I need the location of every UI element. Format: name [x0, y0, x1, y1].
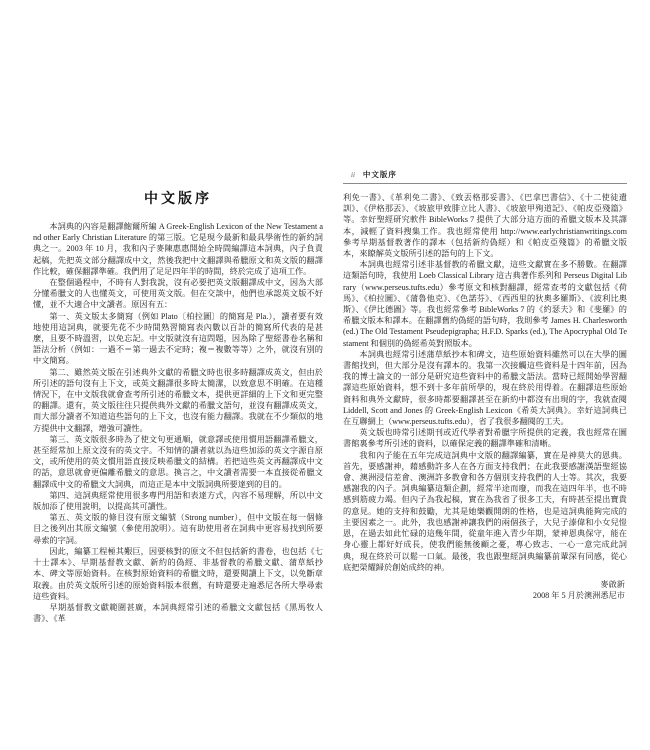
preface-paragraph: 早期基督教文獻範圍甚廣，本詞典經常引述的希臘文文獻包括《黑馬牧人書》、《革	[33, 602, 323, 624]
preface-paragraph: 本詞典的內容是翻譯鮑爾所編 A Greek-English Lexicon of the New Testament and other Early Christian Literature 的第三版。它是現今最新和最具學術性的新約詞典之一。2003 年 10 月，我和內子麥陳惠惠開始全時間編譯這本詞典，內子負責起稿，先把英文部分翻譯成中文，然後我把中文翻譯與希臘原文和英文版的翻譯作比較，確保翻譯準確。我們用了足足四年半的時間，終於完成了這項工作。	[33, 222, 323, 276]
preface-paragraph: 因此，編纂工程極其艱巨，因要核對的原文不但包括新約書卷，也包括《七十士譯本》、早期基督教文獻、新約的偽經、非基督教的希臘文獻、蒲草紙抄本、碑文等原始資料。在核對原始資料的希臘文時，還要閱讀上下文，以免斷章取義。由於英文版所引述的原始資料版本很舊，有時還要走遍悉尼各所大學尋索這些資料。	[33, 546, 323, 601]
preface-paragraph: 第三、英文版很多時為了使文句更通順，就意譯或使用慣用語翻譯希臘文，甚至經常加上原文沒有的英文字。不知情的讀者就以為這些加添的英文字源自原文，或所使用的英文慣用語直接反映希臘文的結構。若把這些英文再翻譯成中文的話，意思就會更偏離希臘文的意思。換言之，中文讀者需要一本直接從希臘文翻譯成中文的希臘文大詞典，而這正是本中文版詞典所要達到的目的。	[33, 434, 323, 489]
date-place-line: 2008 年 5 月於澳洲悉尼市	[532, 590, 625, 600]
preface-paragraph: 第四、這詞典經常使用很多專門用語和表達方式，內容不易理解，所以中文版加添了使用說明，以提高其可讀性。	[33, 490, 323, 512]
preface-paragraph: 英文版也時常引述期刊或近代學者對希臘字所提供的定義，我也經常在圖書館裏參考所引述的資料，以確保定義的翻譯準確和清晰。	[343, 428, 627, 449]
preface-paragraph: 我和內子能在五年完成這詞典中文版的翻譯編纂，實在是神莫大的恩典。首先，要感謝神，藉感動許多人在各方面支持我們；在此我要感謝漢語聖經協會、澳洲浸信差會、澳洲許多教會和各方個別支持我們的人士等。其次，我要感謝我的內子。詞典編纂這類企劃，經常半途而廢，而我在這四年半，也不時感到筋疲力竭。但內子為我起稿，實在為我省了很多工夫，有時甚至提出寶貴的意見。她的支持和鼓勵，尤其是她樂觀開朗的性格，也是這詞典能夠完成的主要因素之一。此外，我也感謝神讓我們的兩個孩子，大兒子溙偉和小女兒愷恩，在過去如此忙碌的這幾年間，從童年進入青少年期，蒙神恩典保守，能在身心靈上都好好成長，使我們能無後顧之憂，專心致志、一心一意完成此詞典，現在終於可以鬆一口氣。最後，我也跟聖經詞典編纂前輩深有同感，從心底把榮耀歸於創始成終的神。	[343, 450, 627, 572]
preface-paragraph: 本詞典也經常引述蒲草紙抄本和碑文，這些原始資料雖然可以在大學的圖書館找到，但大部分是沒有譯本的。我第一次接觸這些資料是十四年前，因為我的博士論文的一部分是研究這些資料中的希臘文語法。當時已經開始學習翻譯這些原始資料，想不到十多年前所學的，現在終於用得着。在翻譯這些原始資料和典外文獻時，很多時都要翻譯甚至在新約中都沒有出現的字，我就查閱 Liddell, Scott and Jones 的 Greek-English Lexicon《希英大詞典》。幸好這詞典已在互聯網上（www.perseus.tufts.edu），省了我很多翻閱的工夫。	[343, 349, 627, 427]
preface-paragraph: 第五、英文版的條目沒有原文編號（Strong number），但中文版在每一個條目之後列出其原文編號（參使用說明）。這有助使用者在詞典中更容易找到所要尋索的字詞。	[33, 513, 323, 545]
preface-paragraph: 第一、英文版太多簡寫（例如 Plato〔柏拉圖〕的簡寫是 Pla.），讀者要有效地使用這詞典，就要先花不少時間熟習簡寫表內數以百計的簡寫所代表的是甚麼，且要不時溫習，以免忘記。中文版就沒有這問題，因為除了聖經書卷名稱和語法分析（例如：一過不＝第一過去不定時；複＝複數等等）之外，就沒有別的中文簡寫。	[33, 311, 323, 366]
preface-paragraph: 本詞典也經常引述非基督教的希臘文獻，這些文獻實在多不勝數。在翻譯這類語句時，我使用 Loeb Classical Library 這古典著作系列和 Perseus Digital Library（www.perseus.tufts.edu）參考原文和核對翻譯，經常查考的文獻包括《荷馬》、《柏拉圖》、《蒲魯他克》、《色諾芬》、《西西里的狄奧多羅斯》、《波利比奧斯》、《伊比德圖》等。我也經常參考 BibleWorks 7 的《約瑟夫》和《斐羅》的希臘文版本和譯本。在翻譯舊約偽經的語句時，我則參考 James H. Charlesworth (ed.) The Old Testament Pseudepigrapha; H.F.D. Sparks (ed.), The Apocryphal Old Testament 和個別的偽經希英對照版本。	[343, 260, 627, 348]
author-signature: 麥啟新	[600, 579, 625, 589]
preface-paragraph-continuation: 利免一書》、《革利免二書》、《致丟格那妥書》、《巴拿巴書信》、《十二使徒遺訓》、《伊格那丟》、《坡旅甲致腓立比人書》、《坡旅甲殉道記》、《帕皮亞殘篇》等。幸好聖經研究軟件 BibleWorks 7 提供了大部分這方面的希臘文版本及其譯本，減輕了資料搜集工作。我也經常使用 http://www.earlychristianwritings.com 參考早期基督教著作的譯本（包括新約偽經）和《帕皮亞殘篇》的希臘文版本，來瞭解英文版所引述的語句的上下文。	[343, 193, 627, 259]
left-page-body	[33, 221, 323, 624]
signature-block	[343, 579, 627, 601]
preface-paragraph: 在整個過程中，不時有人對我說，沒有必要把英文版翻譯成中文，因為大部分懂希臘文的人也懂英文，可使用英文版。但在交談中，他們也承認英文版不好懂，並不大適合中文讀者。原因有五：	[33, 278, 323, 310]
running-header-title: 中文版序	[362, 170, 397, 179]
right-page	[343, 169, 627, 601]
page-number: ii	[351, 171, 355, 179]
left-page	[33, 188, 323, 624]
page-title: 中文版序	[144, 192, 212, 207]
preface-paragraph: 第二、雖然英文版在引述典外文獻的希臘文時也很多時翻譯成英文，但由於所引述的語句沒有上下文，或英文翻譯很多時太簡潔，以致意思不明確。在這種情況下，在中文版我就會查考所引述的希臘文本，提供更詳細的上下文和更完整的翻譯。還有，英文版往往只提供典外文獻的希臘文語句，並沒有翻譯成英文，而大部分讀者不知道這些語句的上下文，也沒有能力翻譯。我就在不少類似的地方提供中文翻譯，增強可讀性。	[33, 367, 323, 433]
running-header	[343, 169, 627, 184]
right-page-body	[343, 192, 627, 573]
